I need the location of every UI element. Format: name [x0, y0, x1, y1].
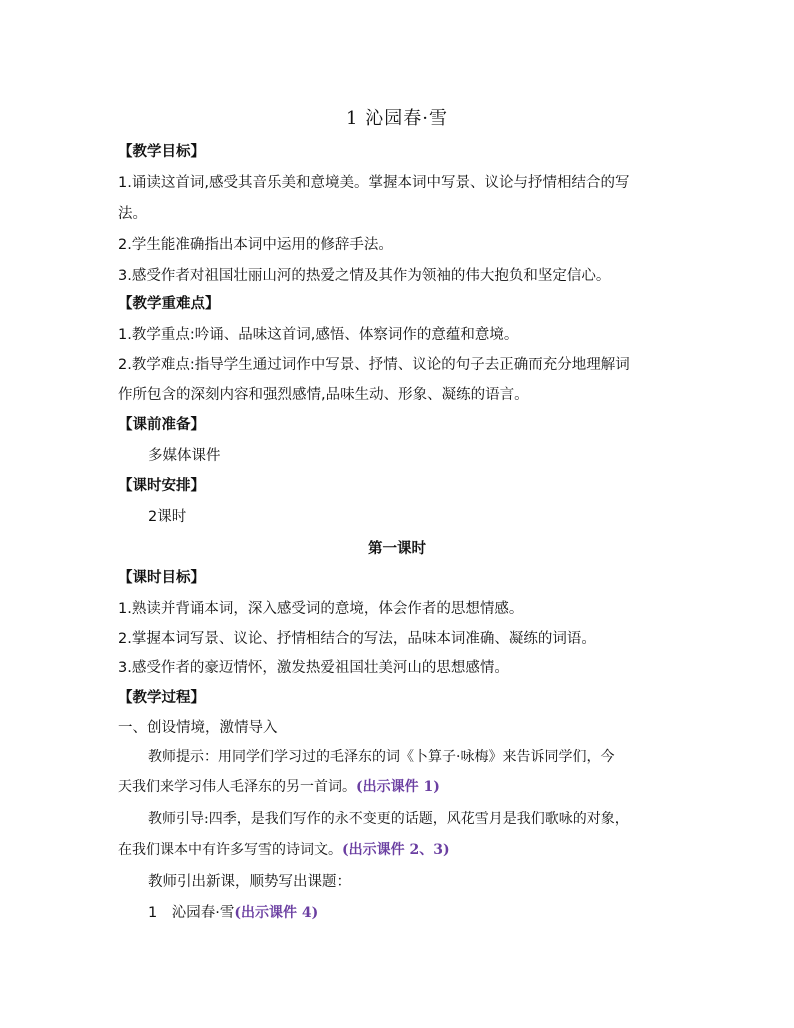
paragraph-text: 天我们来学习伟人毛泽东的另一首词。 [118, 779, 356, 795]
paragraph-line [148, 901, 718, 922]
lesson-goal-line: 2.掌握本词写景、议论、抒情相结合的写法，品味本词准确、凝练的词语。 [118, 631, 596, 647]
lesson-goal-line: 3.感受作者的豪迈情怀，激发热爱祖国壮美河山的思想感情。 [118, 660, 509, 676]
key-point-line: 作所包含的深刻内容和强烈感情,品味生动、形象、凝练的语言。 [118, 387, 529, 403]
prep-heading: 【课前准备】 [118, 417, 205, 433]
page-title: 1 沁园春·雪 [346, 108, 448, 129]
courseware-note: (出示课件 4) [234, 905, 319, 921]
schedule-heading: 【课时安排】 [118, 478, 205, 494]
paragraph-line: 教师提示：用同学们学习过的毛泽东的词《卜算子·咏梅》来告诉同学们，今 [148, 749, 615, 765]
goal-line: 2.学生能准确指出本词中运用的修辞手法。 [118, 237, 393, 253]
courseware-note: (出示课件 1) [356, 779, 440, 795]
paragraph-text: 在我们课本中有许多写雪的诗词文。 [118, 842, 342, 858]
paragraph-line [118, 776, 688, 796]
paragraph-line [118, 839, 688, 859]
goal-line: 1.诵读这首词,感受其音乐美和意境美。掌握本词中写景、议论与抒情相结合的写 [118, 175, 630, 191]
courseware-note: (出示课件 2、3) [342, 842, 450, 858]
key-point-line: 1.教学重点:吟诵、品味这首词,感悟、体察词作的意蕴和意境。 [118, 327, 519, 343]
goal-line: 3.感受作者对祖国壮丽山河的热爱之情及其作为领袖的伟大抱负和坚定信心。 [118, 268, 611, 284]
paragraph-line: 教师引导:四季，是我们写作的永不变更的话题，风花雪月是我们歌咏的对象， [148, 811, 629, 827]
schedule-text: 2课时 [148, 509, 187, 525]
lesson-title: 第一课时 [368, 541, 426, 557]
lesson-goal-line: 1.熟读并背诵本词，深入感受词的意境，体会作者的思想情感。 [118, 601, 524, 617]
goal-line: 法。 [118, 206, 147, 222]
section-heading: 一、创设情境，激情导入 [118, 720, 278, 736]
process-heading: 【教学过程】 [118, 690, 205, 706]
key-point-line: 2.教学难点:指导学生通过词作中写景、抒情、议论的句子去正确而充分地理解词 [118, 357, 630, 373]
paragraph-line: 教师引出新课，顺势写出课题： [148, 874, 351, 890]
lesson-topic: 1 沁园春·雪 [148, 905, 235, 921]
key-points-heading: 【教学重难点】 [118, 296, 220, 312]
lesson-goals-heading: 【课时目标】 [118, 570, 205, 586]
prep-text: 多媒体课件 [148, 448, 221, 464]
goals-heading: 【教学目标】 [118, 144, 205, 160]
